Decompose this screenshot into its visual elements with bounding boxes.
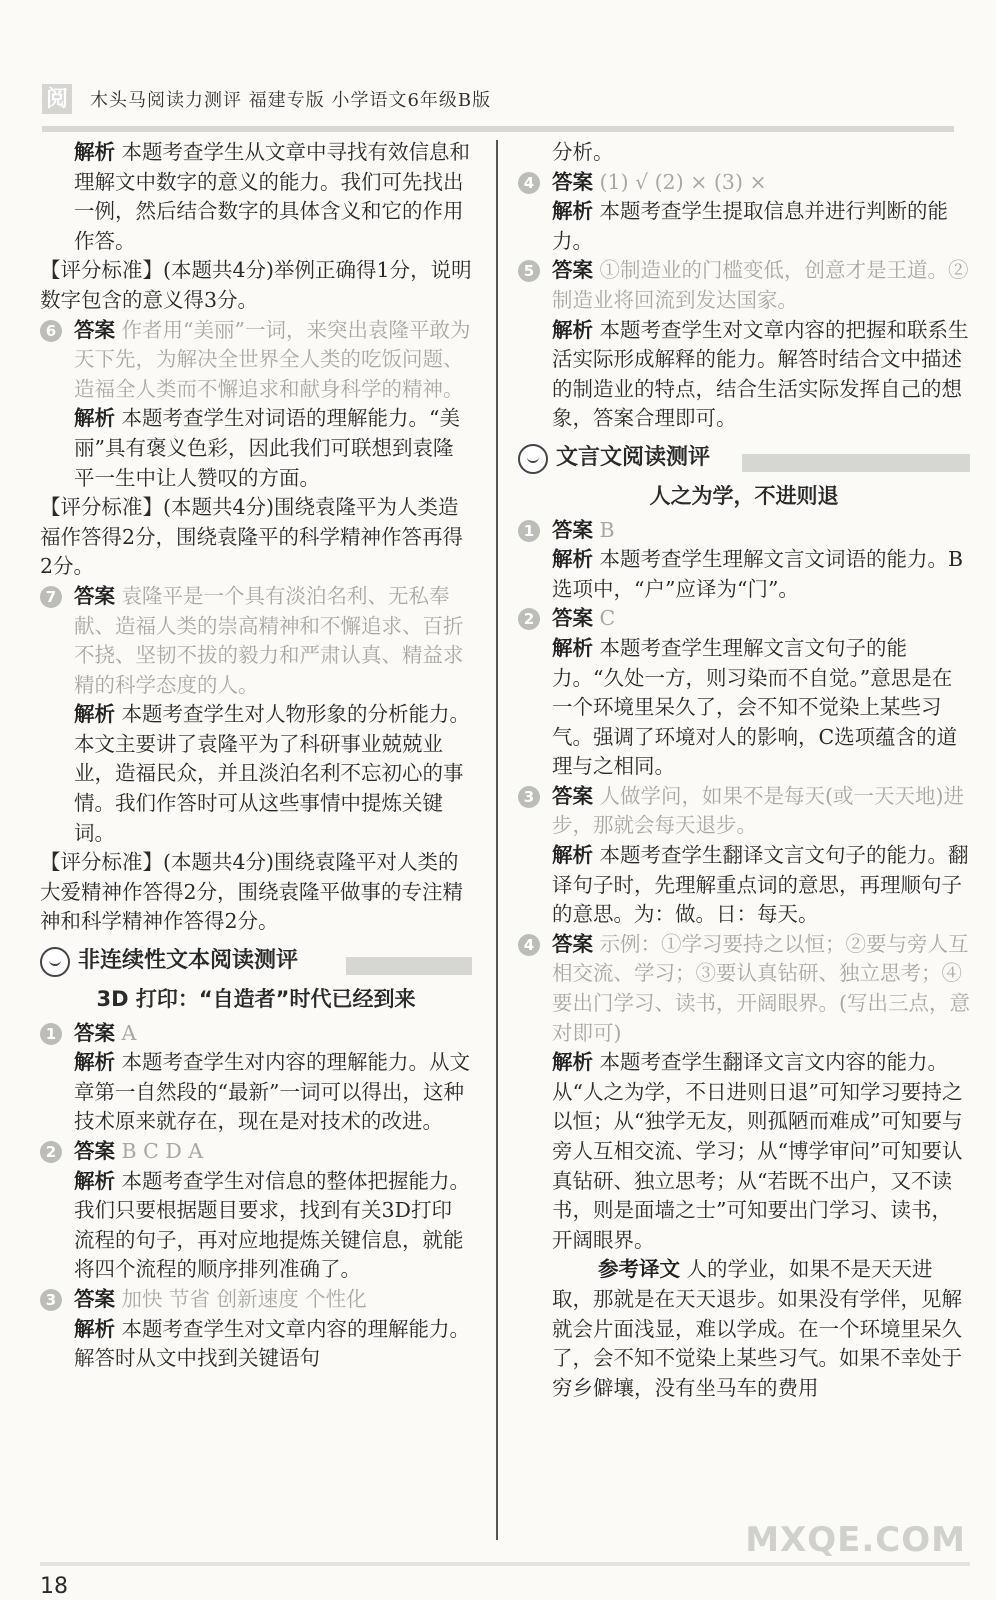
q6-standard: 【评分标准】(本题共4分)围绕袁隆平为人类造福作答得2分，围绕袁隆平的科学精神作答再得2分。 — [40, 495, 464, 579]
q7-standard: 【评分标准】(本题共4分)围绕袁隆平对人类的大爱精神作答得2分，围绕袁隆平做事的专注精神和科学精神作答得2分。 — [40, 850, 464, 934]
section-bar — [346, 957, 472, 975]
question-number: 4 — [518, 172, 540, 194]
s3-analysis-cont: 分析。 — [552, 140, 614, 164]
question-s4: 4 答案 (1) √ (2) × (3) × 解析 本题考查学生提取信息并进行判断的能力。 — [518, 168, 970, 257]
reader-face-icon — [518, 444, 548, 474]
question-s3: 3 答案 加快 节省 创新速度 个性化 解析 本题考查学生对文章内容的理解能力。解答时从文中找到关键语句 — [40, 1285, 472, 1374]
question-7: 7 答案 袁隆平是一个具有淡泊名利、无私奉献、造福人类的崇高精神和不懈追求、百折不挠、坚韧不拔的毅力和严肃认真、精益求精的科学态度的人。 解析 本题考查学生对人物形象的分析能力。本文主要讲了袁隆平为了科研事业兢兢业业，造福民众，并且淡泊名利不忘初心的事情。我们作答时可从这些事情中提炼关键词。 — [40, 582, 472, 848]
question-number: 4 — [518, 934, 540, 956]
left-column — [40, 138, 472, 1374]
q5-standard: 【评分标准】(本题共4分)举例正确得1分，说明数字包含的意义得3分。 — [40, 258, 472, 312]
question-number: 2 — [518, 608, 540, 630]
reference-translation: 参考译文 人的学业，如果不是天天进取，那就是在天天退步。如果没有学伴，见解就会片面浅显，难以学成。在一个环境里呆久了，会不知不觉染上某些习气。如果不幸处于穷乡僻壤，没有坐马车的费用 — [552, 1257, 962, 1400]
question-c3: 3 答案 人做学问，如果不是每天(或一天天地)进步，那就会每天退步。 解析 本题考查学生翻译文言文句子的能力。翻译句子时，先理解重点词的意思，再理顺句子的意思。为：做。日：每天。 — [518, 782, 970, 930]
section-bar — [742, 454, 970, 472]
question-s5: 5 答案 ①制造业的门槛变低，创意才是王道。②制造业将回流到发达国家。 解析 本题考查学生对文章内容的把握和联系生活实际形成解释的能力。解答时结合文中描述的制造业的特点，结合生活实际发挥自己的想象，答案合理即可。 — [518, 256, 970, 434]
question-number: 2 — [40, 1141, 62, 1163]
q5-analysis: 解析 本题考查学生从文章中寻找有效信息和理解文中数字的意义的能力。我们可先找出一例，然后结合数字的具体含义和它的作用作答。 — [74, 140, 471, 253]
question-c4: 4 答案 示例：①学习要持之以恒；②要与旁人互相交流、学习；③要认真钻研、独立思考；④要出门学习、读书，开阔眼界。(写出三点，意对即可) 解析 本题考查学生翻译文言文内容的能力。从“人之为学，不日进则日退”可知学习要持之以恒；从“独学无友，则孤陋而难成”可知要与旁人互相交流、学习；从“博学审问”可知要认真钻研、独立思考；从“若既不出户，又不读书，则是面墙之士”可知要出门学习、读书，开阔眼界。 — [518, 930, 970, 1256]
question-c1: 1 答案 B 解析 本题考查学生理解文言文词语的能力。B选项中，“户”应译为“门”。 — [518, 516, 970, 605]
watermark: MXQE.COM — [745, 1520, 966, 1560]
article-title: 人之为学，不进则退 — [649, 483, 839, 508]
section-title: 文言文阅读测评 — [556, 443, 716, 473]
reader-face-icon — [40, 947, 70, 977]
question-c2: 2 答案 C 解析 本题考查学生理解文言文句子的能力。“久处一方，则习染而不自觉。”意思是在一个环境里呆久了，会不知不觉染上某些习气。强调了环境对人的影响，C选项蕴含的道理与之相同。 — [518, 604, 970, 782]
article-title: 3D 打印：“自造者”时代已经到来 — [96, 987, 416, 1012]
question-number: 7 — [40, 586, 62, 608]
section-header-nonlinear — [40, 943, 472, 983]
header-title: 木头马阅读力测评 福建专版 小学语文6年级B版 — [90, 90, 492, 111]
question-number: 1 — [518, 520, 540, 542]
question-number: 3 — [40, 1289, 62, 1311]
question-6: 6 答案 作者用“美丽”一词，来突出袁隆平敢为天下先，为解决全世界全人类的吃饭问题、造福全人类而不懈追求和献身科学的精神。 解析 本题考查学生对词语的理解能力。“美丽”具有褒义色彩，因此我们可联想到袁隆平一生中让人赞叹的方面。 — [40, 316, 472, 494]
question-number: 3 — [518, 786, 540, 808]
section-header-classical — [518, 440, 970, 480]
page-header — [42, 80, 954, 132]
right-column — [518, 138, 970, 1403]
column-divider — [496, 140, 498, 1540]
book-logo-icon: 阅 — [42, 84, 72, 114]
question-s1: 1 答案 A 解析 本题考查学生对内容的理解能力。从文章第一自然段的“最新”一词可以得出，这种技术原来就存在，现在是对技术的改进。 — [40, 1019, 472, 1137]
question-number: 5 — [518, 260, 540, 282]
question-s2: 2 答案 B C D A 解析 本题考查学生对信息的整体把握能力。我们只要根据题目要求，找到有关3D打印流程的句子，再对应地提炼关键信息，就能将四个流程的顺序排列准确了。 — [40, 1137, 472, 1285]
page-number: 18 — [40, 1574, 68, 1599]
footer-rule — [40, 1562, 970, 1566]
section-title: 非连续性文本阅读测评 — [78, 946, 304, 976]
question-number: 1 — [40, 1023, 62, 1045]
question-number: 6 — [40, 320, 62, 342]
